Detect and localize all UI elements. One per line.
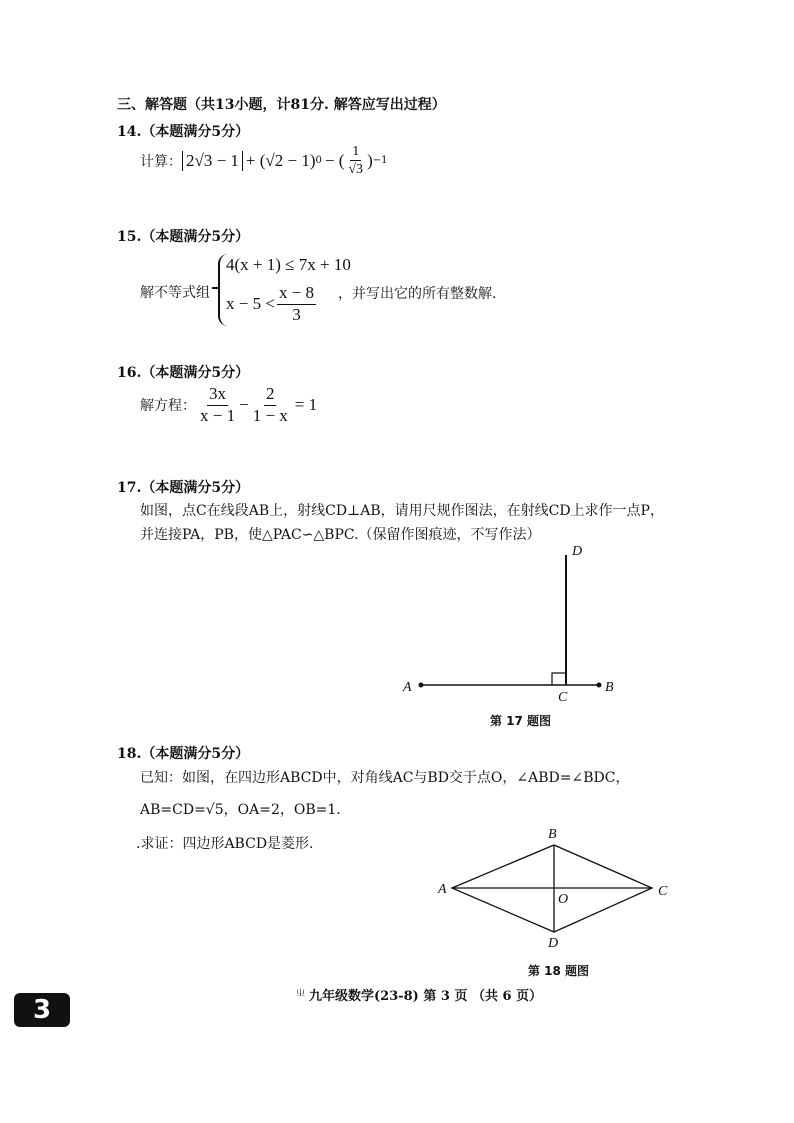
question-18-line-2: AB=CD=√5，OA=2，OB=1. [140,802,341,818]
inequality-2-left: x − 5 < [226,294,275,314]
page-number-badge: 3 [14,993,70,1027]
footer-page-info: 九年级数学(23-8) 第 3 页 （共 6 页） [309,989,543,1004]
inequality-2-numerator: x − 8 [277,284,316,305]
question-15-tail: ，并写出它的所有整数解. [338,286,497,302]
fraction-denominator: √3 [348,162,364,178]
label18-d: D [548,936,559,951]
label18-b: B [548,827,557,842]
question-16-label: 解方程： [140,398,196,415]
label-c: C [558,690,568,705]
fraction-1-numerator: 3x [207,385,228,406]
fraction-numerator: 1 [350,144,361,161]
point-a [419,683,424,688]
fraction-1-denominator: x − 1 [200,405,236,425]
section-title: 三、解答题（共13小题，计81分. 解答应写出过程） [117,97,446,113]
minus-open-paren: − ( [324,150,345,170]
question-14-label: 计算： [140,153,182,170]
footer-mark: 㞢 [296,989,306,999]
fraction-2-denominator: 1 − x [252,405,288,425]
right-angle-mark [552,673,566,685]
question-15-header: 15.（本题满分5分） [117,229,250,245]
question-17-line-1: 如图，点C在线段AB上，射线CD⊥AB，请用尺规作图法，在射线CD上求作一点P， [140,503,664,519]
abs-value-expression: 2√3 − 1 [182,151,243,171]
question-14-header: 14.（本题满分5分） [117,124,250,140]
label18-c: C [658,884,668,899]
label-d: D [572,544,583,559]
figure-18-caption: 第 18 题图 [528,964,590,978]
label18-a: A [438,882,447,897]
fraction-2-numerator: 2 [264,385,277,406]
label18-o: O [558,892,569,907]
question-15-label: 解不等式组 [140,285,210,301]
equation-minus: − [239,395,249,415]
close-paren: ) [367,150,373,170]
question-17-header: 17.（本题满分5分） [117,480,250,496]
power-zero-base: + (√2 − 1) [245,150,316,170]
exponent-zero: 0 [315,155,322,167]
point-b [597,683,602,688]
question-16-header: 16.（本题满分5分） [117,365,250,381]
inequality-2-denominator: 3 [292,304,301,324]
equation-rhs: = 1 [294,395,318,415]
figure-17-caption: 第 17 题图 [490,714,552,728]
label-b: B [605,680,614,695]
question-18-line-1: 已知：如图，在四边形ABCD中，对角线AC与BD交于点O，∠ABD=∠BDC， [140,770,630,786]
exponent-negative-one: −1 [372,155,388,167]
label-a: A [403,680,412,695]
question-18-header: 18.（本题满分5分） [117,746,250,762]
question-17-line-2: 并连接PA，PB，使△PAC∽△BPC.（保留作图痕迹，不写作法） [140,527,541,543]
question-18-line-3: .求证：四边形ABCD是菱形. [136,836,314,852]
inequality-1: 4(x + 1) ≤ 7x + 10 [226,255,351,274]
